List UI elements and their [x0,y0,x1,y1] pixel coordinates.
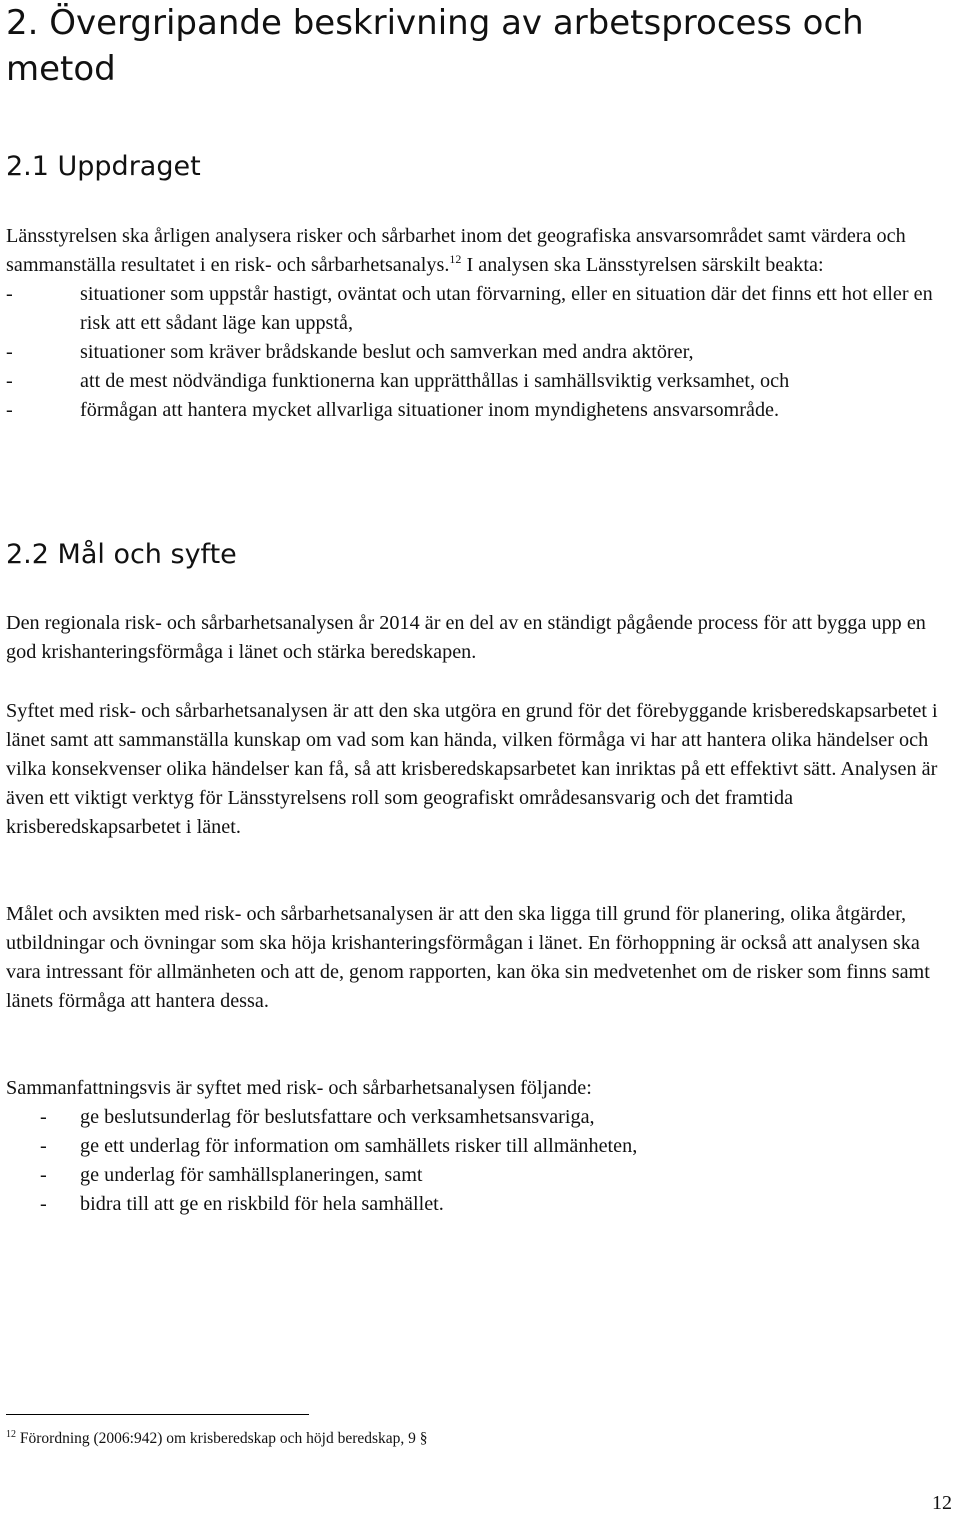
paragraph: Syftet med risk- och sårbarhetsanalysen är att den ska utgöra en grund för det förebyggande krisberedskapsarbetet i länet samt att sammanställa kunskap om vad som kan hända, vilken förmåga vi har att hantera olika händelser och vilka konsekvenser olika händelser kan få, så att krisberedskapsarbetet kan inriktas på ett effektivt sätt. Analysen är även ett viktigt verktyg för Länsstyrelsens roll som geografiskt områdesansvarig och det framtida krisberedskapsarbetet i länet. [6,700,938,838]
section-2-1-body [6,222,956,425]
section-2-1-intro [6,222,956,280]
intro-text: Länsstyrelsen ska årligen analysera risker och sårbarhet inom det geografiska ansvarsområdet samt värdera och sammanställa resultatet i en risk- och sårbarhetsanalys. [6,225,906,276]
list-marker: - [40,1106,47,1128]
footnote-reference: 12 [449,252,462,266]
list-item [6,1132,956,1161]
consideration-list [6,280,956,425]
list-item-text: att de mest nödvändiga funktionerna kan upprätthållas i samhällsviktig verksamhet, och [80,370,790,392]
page-number: 12 [932,1492,952,1514]
list-item [6,338,956,367]
list-item-text: bidra till att ge en riskbild för hela samhället. [80,1193,444,1215]
list-item [6,280,956,338]
list-item [6,1161,956,1190]
list-marker: - [40,1164,47,1186]
section-2-1-heading: 2.1 Uppdraget [6,151,201,182]
paragraph: Den regionala risk- och sårbarhetsanalysen år 2014 är en del av en ständigt pågående process för att bygga upp en god krishanteringsförmåga i länet och stärka beredskapen. [6,612,926,663]
list-item-text: ge ett underlag för information om samhällets risker till allmänheten, [80,1135,638,1157]
list-item [6,1190,956,1219]
summary-intro: Sammanfattningsvis är syftet med risk- och sårbarhetsanalysen följande: [6,1077,592,1099]
summary-block [6,1074,956,1219]
list-marker: - [40,1193,47,1215]
footnote-text: Förordning (2006:942) om krisberedskap och höjd beredskap, 9 § [16,1430,428,1447]
list-marker: - [6,283,13,305]
list-item [6,367,956,396]
footnote-number: 12 [6,1429,16,1440]
list-marker: - [40,1135,47,1157]
section-2-2-heading: 2.2 Mål och syfte [6,539,237,570]
list-item-text: förmågan att hantera mycket allvarliga situationer inom myndighetens ansvarsområde. [80,399,780,421]
chapter-heading: 2. Övergripande beskrivning av arbetsprocess och metod [6,3,864,89]
summary-list [6,1103,956,1219]
footnote [6,1428,428,1450]
list-marker: - [6,370,13,392]
list-item-text: situationer som kräver brådskande beslut och samverkan med andra aktörer, [80,341,694,363]
paragraph: Målet och avsikten med risk- och sårbarhetsanalysen är att den ska ligga till grund för planering, olika åtgärder, utbildningar och övningar som ska höja krishanteringsförmågan i länet. En förhoppning är också att analysen ska vara intressant för allmänheten och att de, genom rapporten, kan öka sin medvetenhet om de risker som finns samt länets förmåga att hantera dessa. [6,903,930,1012]
intro-continuation: I analysen ska Länsstyrelsen särskilt beakta: [461,254,824,276]
list-item-text: ge beslutsunderlag för beslutsfattare och verksamhetsansvariga, [80,1106,595,1128]
list-item-text: situationer som uppstår hastigt, oväntat och utan förvarning, eller en situation där det finns ett hot eller en risk att ett sådant läge kan uppstå, [80,283,933,334]
list-marker: - [6,341,13,363]
list-item [6,1103,956,1132]
list-item-text: ge underlag för samhällsplaneringen, samt [80,1164,423,1186]
footnote-separator [6,1414,309,1415]
list-item [6,396,956,425]
list-marker: - [6,399,13,421]
